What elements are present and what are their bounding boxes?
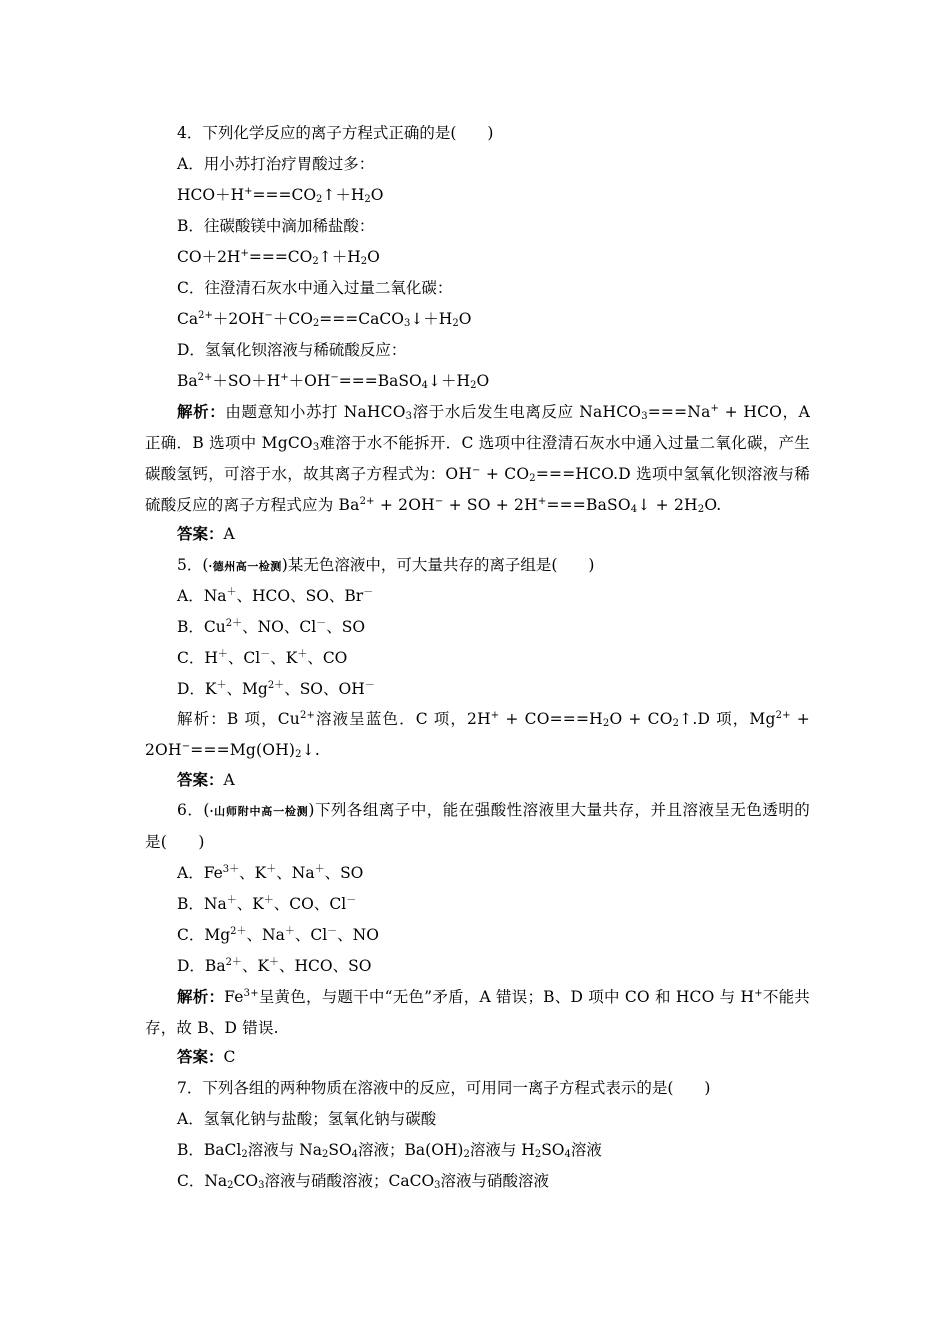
q5-source: ·德州高一检测: [208, 560, 282, 573]
q5-option-c: C．H＋、Cl－、K＋、CO: [177, 649, 348, 667]
q4-option-d: D．氢氧化钡溶液与稀硫酸反应：: [177, 341, 407, 359]
q7-option-c: C．$Na_2CO_3$溶液与硝酸溶液；CaCO$_3$溶液与硝酸溶液: [177, 1172, 550, 1191]
q4-option-a-equation: $HCO+H^+===CO_2↑+H_2O$: [177, 186, 384, 205]
q5-option-a: A．Na＋、HCO、SO、Br－: [177, 587, 374, 605]
q4-option-b: B．往碳酸镁中滴加稀盐酸：: [177, 217, 375, 235]
q7-option-b: B．BaCl$_2$溶液与 $Na_2SO_4$溶液；$Ba(OH)_2$溶液与 $H_2SO_4$溶液: [177, 1141, 602, 1160]
q4-stem: 4．下列化学反应的离子方程式正确的是( ): [177, 124, 494, 142]
q6-option-a: A．$Fe^{3+}$、K＋、Na＋、SO: [177, 864, 364, 882]
q6-source: ·山师附中高一检测: [209, 805, 309, 818]
q4-analysis: 解析：由题意知小苏打 NaHCO$_3$溶于水后发生电离反应 NaHCO$_3$===Na+ + HCO，A 正确．B 选项中 MgCO$_3$难溶于水不能拆开．C 选项中往澄清石灰水中通入过量二氧化碳，产生碳酸氢钙，可溶于水，故其离子方程式为：$OH^- + CO_2===HCO.D$ 选项中氢氧化钡溶液与稀硫酸反应的离子方程式应为 $Ba^{2+} + 2OH^-$ + SO + 2H+===BaSO$_4$↓ + $2H_2O$.: [145, 402, 810, 515]
q6-answer: 答案：C: [177, 1047, 236, 1066]
q5-stem: 5．(·德州高一检测)某无色溶液中，可大量共存的离子组是( ): [177, 556, 595, 574]
q6-stem: 6．(·山师附中高一检测)下列各组离子中，能在强酸性溶液里大量共存，并且溶液呈无色透明的是( ): [145, 801, 810, 851]
q6-option-b: B．Na＋、K＋、CO、Cl－: [177, 895, 357, 913]
q7-stem: 7．下列各组的两种物质在溶液中的反应，可用同一离子方程式表示的是( ): [177, 1079, 711, 1097]
q6-option-d: D．$Ba^{2+}$、K＋、HCO、SO: [177, 957, 372, 975]
q4-option-c: C．往澄清石灰水中通入过量二氧化碳：: [177, 279, 453, 297]
q6-analysis: 解析：$Fe^{3+}$呈黄色，与题干中“无色”矛盾，A 错误；B、D 项中 CO 和 HCO 与 H+不能共存，故 B、D 错误.: [145, 987, 810, 1037]
q4-answer: 答案：A: [177, 524, 235, 543]
q5-analysis: 解析：B 项，$Cu^{2+}$溶液呈蓝色．C 项，$2H^+ + CO===H_2O$ + $CO_2↑.D$ 项，$Mg^{2+}$ + $2OH^-===Mg(OH)_2↓$.: [145, 710, 810, 760]
q6-option-c: C．$Mg^{2+}$、Na＋、Cl－、NO: [177, 926, 379, 944]
q7-option-a: A．氢氧化钠与盐酸；氢氧化钠与碳酸: [177, 1110, 437, 1128]
q4-option-d-equation: $Ba^{2+}+SO+H^++OH^-===BaSO_4↓+H_2O$: [177, 372, 490, 391]
q5-answer: 答案：A: [177, 770, 235, 789]
q4-option-a: A．用小苏打治疗胃酸过多：: [177, 155, 375, 173]
q4-option-c-equation: $Ca^{2+}+2OH^-+CO_2===CaCO_3↓+H_2O$: [177, 310, 472, 329]
q5-option-d: D．K＋、$Mg^{2+}$、SO、OH－: [177, 680, 375, 698]
q5-option-b: B．$Cu^{2+}$、NO、Cl－、SO: [177, 618, 366, 636]
q4-option-b-equation: $CO+2H^+===CO_2↑+H_2O$: [177, 248, 380, 267]
